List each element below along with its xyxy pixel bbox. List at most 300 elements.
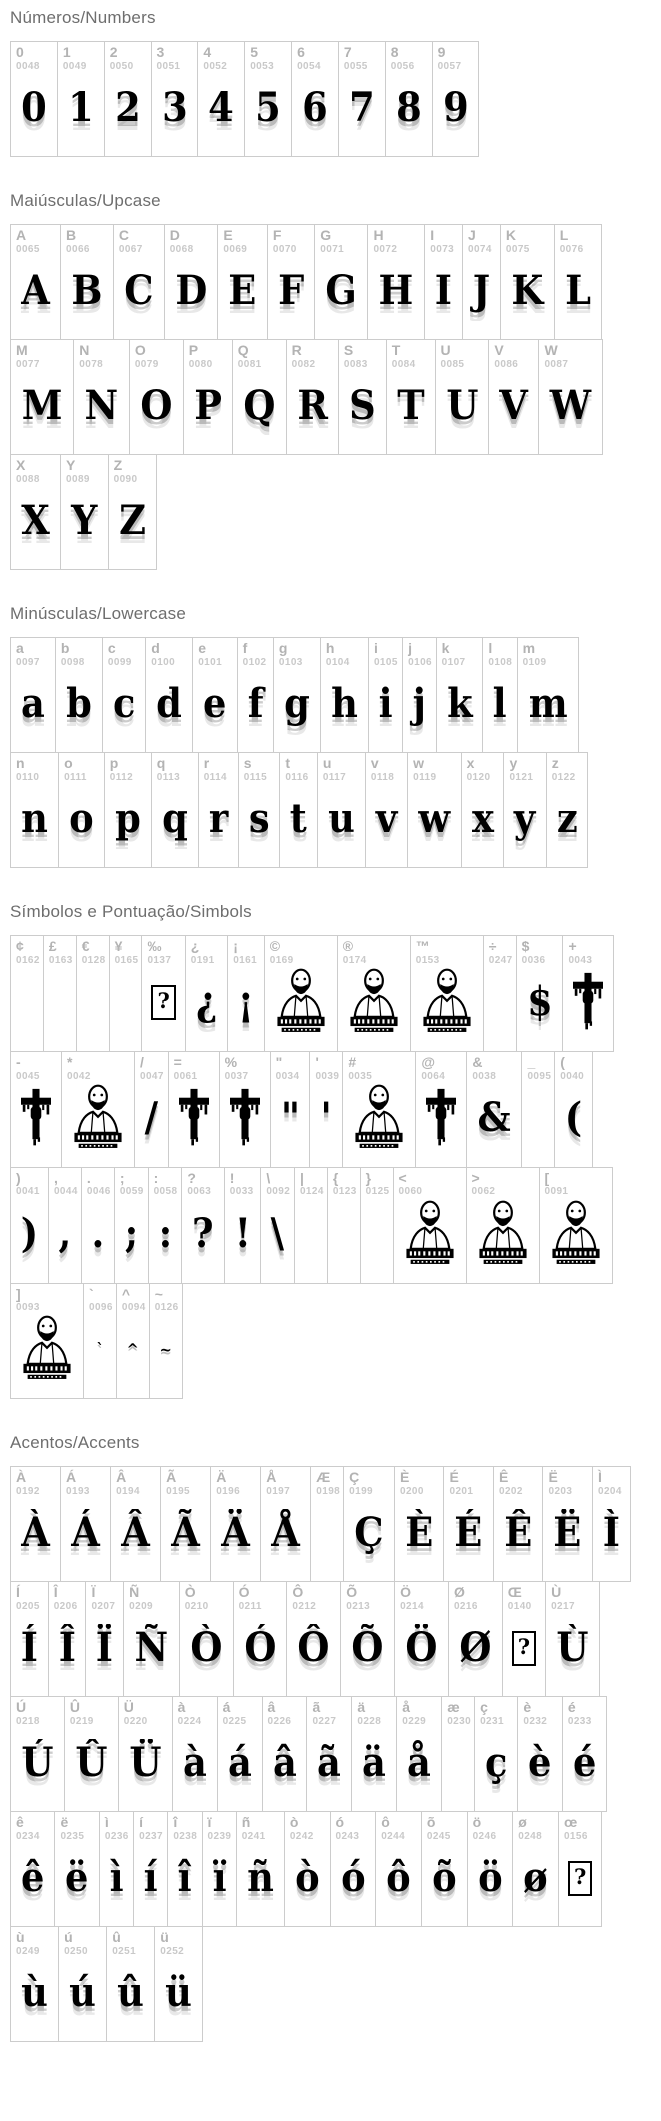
char-cell xyxy=(10,1926,59,2042)
char-cell xyxy=(421,1811,468,1927)
char-cell-header xyxy=(261,1467,310,1497)
char-cell-header xyxy=(152,42,198,72)
char-glyph: ó xyxy=(340,1854,366,1902)
unicode-code-label: 0162 xyxy=(16,954,40,966)
unicode-code-label: 0212 xyxy=(292,1601,317,1613)
char-label: v xyxy=(370,755,379,771)
char-label: ] xyxy=(16,1285,21,1302)
char-glyph: R xyxy=(296,381,328,429)
glyph-area xyxy=(59,783,104,867)
char-cell xyxy=(386,339,436,455)
glyph-area xyxy=(394,1198,466,1283)
char-cell-header xyxy=(425,225,462,255)
char-cell-header xyxy=(103,638,145,668)
char-label: z xyxy=(551,755,559,771)
char-cell-header xyxy=(211,1467,260,1497)
char-glyph: b xyxy=(66,679,92,727)
char-cell-header xyxy=(522,1052,554,1082)
unicode-code-label: 0163 xyxy=(48,954,73,966)
glyph-area xyxy=(11,966,43,1051)
char-label: G xyxy=(320,227,332,243)
unicode-code-label: 0169 xyxy=(269,954,294,966)
char-label: ' xyxy=(315,1053,319,1070)
unicode-code-label: 0195 xyxy=(166,1486,190,1498)
unicode-code-label: 0207 xyxy=(91,1601,116,1613)
char-label: I xyxy=(430,227,435,243)
char-cell-header xyxy=(11,455,60,485)
char-cell xyxy=(48,1581,87,1697)
char-glyph: 0 xyxy=(21,83,47,131)
char-cell xyxy=(202,1811,237,1927)
unicode-code-label: 0228 xyxy=(357,1716,382,1728)
glyph-area xyxy=(161,1497,210,1581)
char-glyph: V xyxy=(499,381,529,429)
char-glyph: E xyxy=(228,266,257,314)
unicode-code-label: 0210 xyxy=(184,1601,209,1613)
unicode-code-label: 0100 xyxy=(151,656,176,668)
char-cell xyxy=(10,752,59,868)
unicode-code-label: 0110 xyxy=(16,771,40,783)
char-cell-header xyxy=(198,42,244,72)
char-glyph: ë xyxy=(65,1854,89,1902)
char-glyph: & xyxy=(477,1094,511,1142)
unicode-code-label: 0073 xyxy=(430,243,455,255)
char-cell xyxy=(402,637,436,753)
unicode-code-label: 0061 xyxy=(173,1070,198,1082)
unicode-code-label: 0092 xyxy=(266,1186,291,1198)
char-cell xyxy=(393,1167,467,1284)
glyph-area xyxy=(49,1198,81,1283)
zombie-figure-icon xyxy=(20,1315,74,1384)
char-cell xyxy=(310,1466,344,1582)
char-cell-header xyxy=(169,1052,219,1082)
char-cell-header xyxy=(463,225,500,255)
char-glyph: Ì xyxy=(602,1509,620,1557)
glyph-area xyxy=(100,1842,133,1926)
unicode-code-label: 0077 xyxy=(16,358,40,370)
char-cell-header xyxy=(292,42,338,72)
char-cell xyxy=(58,752,105,868)
crucifix-icon xyxy=(20,1088,52,1148)
glyph-area xyxy=(311,1497,343,1581)
char-glyph: ü xyxy=(165,1969,193,2017)
char-cell-header xyxy=(352,1697,396,1727)
glyph-area xyxy=(261,1497,310,1581)
char-glyph: L xyxy=(564,266,591,314)
char-cell xyxy=(306,1696,352,1812)
unicode-code-label: 0119 xyxy=(413,771,437,783)
char-glyph: ô xyxy=(386,1854,411,1902)
char-cell-header xyxy=(245,42,291,72)
unicode-code-label: 0108 xyxy=(488,656,513,668)
char-glyph: 7 xyxy=(349,83,375,131)
char-cell xyxy=(291,41,339,157)
glyph-area xyxy=(483,668,516,752)
char-cell-header xyxy=(100,1812,133,1842)
unicode-code-label: 0090 xyxy=(113,473,138,485)
glyph-area xyxy=(58,72,104,156)
char-cell-header xyxy=(44,936,76,966)
char-glyph: l xyxy=(492,679,507,727)
char-cell-header xyxy=(547,753,588,783)
unicode-code-label: 0236 xyxy=(104,1831,129,1843)
char-glyph: é xyxy=(572,1739,597,1787)
char-cell-header xyxy=(285,1812,330,1842)
glyph-area xyxy=(211,1497,260,1581)
zombie-figure-icon xyxy=(549,1200,603,1269)
char-label: ö xyxy=(472,1814,482,1831)
char-glyph: k xyxy=(446,679,473,727)
char-cell-header xyxy=(77,936,109,966)
char-row xyxy=(10,339,603,455)
glyph-area xyxy=(239,783,280,867)
char-label: Ï xyxy=(91,1584,96,1601)
char-label: 4 xyxy=(203,44,212,60)
char-cell xyxy=(435,339,490,455)
unicode-code-label: 0198 xyxy=(316,1486,341,1498)
unicode-code-label: 0249 xyxy=(16,1946,40,1958)
char-cell-header xyxy=(449,1582,502,1612)
unicode-code-label: 0137 xyxy=(147,954,172,966)
char-cell xyxy=(343,1466,395,1582)
char-glyph: Q xyxy=(243,381,276,429)
glyph-area xyxy=(268,255,314,339)
glyph-area xyxy=(484,966,516,1051)
char-cell-header xyxy=(155,1927,202,1957)
char-cell xyxy=(394,1581,449,1697)
char-label: ? xyxy=(187,1169,196,1186)
char-label: Ù xyxy=(551,1584,562,1601)
unicode-code-label: 0194 xyxy=(116,1486,140,1498)
unicode-code-label: 0252 xyxy=(160,1946,185,1958)
char-label: i xyxy=(373,640,378,656)
char-label: å xyxy=(402,1699,411,1716)
char-label: ` xyxy=(89,1285,94,1302)
char-cell-header xyxy=(11,1467,60,1497)
glyph-area xyxy=(422,1842,467,1926)
char-label: b xyxy=(60,640,70,656)
char-glyph: ( xyxy=(565,1094,583,1142)
glyph-area xyxy=(403,668,435,752)
section-uppercase xyxy=(10,191,651,570)
char-glyph: ~ xyxy=(159,1339,172,1359)
char-cell xyxy=(197,41,245,157)
unicode-code-label: 0042 xyxy=(67,1070,91,1082)
char-cell-header xyxy=(105,42,151,72)
char-cell-header xyxy=(442,1697,474,1727)
char-glyph: Â xyxy=(121,1509,150,1557)
char-cell xyxy=(554,224,602,340)
char-cell-header xyxy=(287,340,338,370)
char-glyph: \ xyxy=(270,1210,285,1258)
unicode-code-label: 0200 xyxy=(399,1486,424,1498)
unicode-code-label: 0229 xyxy=(402,1716,427,1728)
char-label: Ä xyxy=(216,1469,227,1486)
char-cell xyxy=(396,1696,442,1812)
glyph-area xyxy=(105,72,151,156)
char-cell xyxy=(264,935,338,1052)
glyph-area xyxy=(103,668,145,752)
char-cell xyxy=(436,637,484,753)
char-glyph: 6 xyxy=(302,83,328,131)
unicode-code-label: 0059 xyxy=(119,1186,144,1198)
glyph-area xyxy=(397,1727,441,1811)
glyph-area xyxy=(494,1497,543,1581)
zombie-figure-icon xyxy=(420,968,474,1037)
unicode-code-label: 0087 xyxy=(544,358,569,370)
char-label: l xyxy=(488,640,493,656)
glyph-area xyxy=(489,370,538,454)
char-label: ; xyxy=(119,1169,125,1186)
glyph-area xyxy=(107,1957,154,2041)
char-cell-header xyxy=(142,936,184,966)
char-label: 9 xyxy=(437,44,446,60)
char-glyph: t xyxy=(290,794,308,842)
char-cell xyxy=(116,1283,150,1400)
char-label: : xyxy=(153,1169,159,1186)
char-cell-header xyxy=(233,340,286,370)
unicode-code-label: 0062 xyxy=(471,1186,496,1198)
char-cell xyxy=(10,1811,55,1927)
unicode-code-label: 0095 xyxy=(527,1070,552,1082)
crucifix-icon xyxy=(572,972,604,1032)
char-cell-header xyxy=(105,753,151,783)
char-glyph: u xyxy=(327,794,355,842)
char-cell-header xyxy=(74,340,129,370)
glyph-area xyxy=(49,1612,86,1696)
char-cell-header xyxy=(555,1052,592,1082)
char-cell xyxy=(110,1466,161,1582)
crucifix-icon xyxy=(229,1088,261,1148)
char-label: D xyxy=(169,227,180,243)
char-label: Á xyxy=(66,1469,77,1486)
char-cell xyxy=(149,1283,183,1400)
unicode-code-label: 0123 xyxy=(332,1186,357,1198)
char-glyph: Ê xyxy=(504,1509,533,1557)
glyph-area xyxy=(228,966,264,1051)
glyph-area xyxy=(449,1612,502,1696)
char-glyph: c xyxy=(112,679,136,727)
char-cell-header xyxy=(518,638,578,668)
char-cell xyxy=(385,41,433,157)
char-cell xyxy=(99,1811,134,1927)
char-glyph: Ó xyxy=(243,1624,277,1672)
glyph-area xyxy=(292,72,338,156)
char-cell-header xyxy=(369,638,402,668)
char-cell xyxy=(61,1051,135,1168)
char-label: î xyxy=(173,1814,178,1831)
unicode-code-label: 0109 xyxy=(522,656,547,668)
glyph-area xyxy=(203,1842,236,1926)
char-cell-header xyxy=(546,1582,599,1612)
char-cell xyxy=(81,1167,115,1284)
char-cell xyxy=(192,637,237,753)
unicode-code-label: 0063 xyxy=(187,1186,212,1198)
char-label: Ê xyxy=(498,1469,509,1486)
unicode-code-label: 0251 xyxy=(112,1946,137,1958)
unicode-code-label: 0153 xyxy=(415,954,440,966)
char-cell-header xyxy=(86,1582,123,1612)
char-cell xyxy=(236,1811,285,1927)
char-label: ( xyxy=(560,1053,565,1070)
char-glyph: Ñ xyxy=(134,1624,169,1672)
char-label: ¢ xyxy=(16,938,24,954)
char-glyph: ú xyxy=(69,1969,97,2017)
char-cell-header xyxy=(555,225,601,255)
char-cell-header xyxy=(395,1467,444,1497)
char-label: ¥ xyxy=(114,938,123,954)
char-cell-header xyxy=(376,1812,421,1842)
glyph-area xyxy=(265,966,337,1051)
char-label: K xyxy=(505,227,517,243)
char-label: * xyxy=(67,1053,73,1070)
glyph-area xyxy=(315,255,367,339)
unicode-code-label: 0115 xyxy=(243,771,268,783)
glyph-area xyxy=(437,668,483,752)
section-title: Acentos/Accents xyxy=(10,1433,140,1453)
char-glyph: ¡ xyxy=(237,978,255,1026)
char-cell xyxy=(441,1696,475,1812)
char-glyph: A xyxy=(21,266,50,314)
glyph-area xyxy=(193,668,236,752)
glyph-area xyxy=(55,1842,98,1926)
char-label: À xyxy=(16,1469,27,1486)
unicode-code-label: 0156 xyxy=(563,1831,588,1843)
char-cell xyxy=(337,935,411,1052)
char-glyph: Á xyxy=(71,1509,100,1557)
char-cell-header xyxy=(61,225,113,255)
char-cell-header xyxy=(11,753,58,783)
char-cell xyxy=(394,1466,445,1582)
char-label: Ö xyxy=(400,1584,411,1601)
char-glyph: X xyxy=(21,496,50,544)
char-cell xyxy=(327,1167,361,1284)
glyph-area xyxy=(82,1198,114,1283)
char-glyph: ø xyxy=(523,1854,548,1902)
char-label: ! xyxy=(229,1169,235,1186)
char-cell xyxy=(108,454,157,570)
unicode-code-label: 0227 xyxy=(312,1716,337,1728)
char-cell-header xyxy=(467,1052,521,1082)
char-label: / xyxy=(140,1053,144,1070)
unicode-code-label: 0161 xyxy=(233,954,258,966)
char-cell-header xyxy=(134,1812,167,1842)
char-cell xyxy=(462,224,501,340)
unicode-code-label: 0096 xyxy=(89,1302,113,1314)
char-label: ï xyxy=(207,1814,212,1831)
char-cell-header xyxy=(436,340,489,370)
unicode-code-label: 0047 xyxy=(140,1070,164,1082)
char-glyph: Ä xyxy=(221,1509,250,1557)
char-cell xyxy=(260,1466,311,1582)
unicode-code-label: 0191 xyxy=(190,954,215,966)
char-label: ^ xyxy=(121,1285,131,1302)
char-glyph: Í xyxy=(20,1624,38,1672)
char-label: a xyxy=(16,640,24,656)
unicode-code-label: 0103 xyxy=(278,656,303,668)
unicode-code-label: 0216 xyxy=(453,1601,478,1613)
char-label: Ñ xyxy=(129,1584,140,1601)
char-label: \ xyxy=(266,1169,271,1186)
char-glyph: â xyxy=(272,1739,297,1787)
char-cell xyxy=(113,224,165,340)
char-cell-header xyxy=(475,1697,517,1727)
char-row xyxy=(10,1926,203,2042)
glyph-area xyxy=(318,783,365,867)
char-cell xyxy=(10,1051,62,1168)
unicode-code-label: 0053 xyxy=(250,60,275,72)
zombie-figure-icon xyxy=(403,1200,457,1269)
glyph-area xyxy=(517,966,563,1051)
char-cell xyxy=(55,637,103,753)
glyph-area xyxy=(341,1612,394,1696)
glyph-area xyxy=(444,1497,493,1581)
char-glyph: ò xyxy=(294,1854,320,1902)
char-glyph: H xyxy=(378,266,414,314)
zombie-figure-icon xyxy=(274,968,328,1037)
glyph-area xyxy=(245,72,291,156)
glyph-area xyxy=(165,255,218,339)
char-label: œ xyxy=(563,1814,578,1831)
char-label: Â xyxy=(116,1469,127,1486)
unicode-code-label: 0065 xyxy=(16,243,40,255)
glyph-area xyxy=(62,1082,134,1167)
unicode-code-label: 0054 xyxy=(297,60,321,72)
unicode-code-label: 0117 xyxy=(322,771,347,783)
glyph-area xyxy=(287,370,338,454)
char-cell-header xyxy=(82,1168,114,1198)
char-cell xyxy=(160,1466,211,1582)
char-cell xyxy=(342,1051,416,1168)
char-cell xyxy=(145,637,193,753)
char-cell xyxy=(123,1581,180,1697)
char-glyph: W xyxy=(550,381,592,429)
char-glyph: Y xyxy=(71,496,98,544)
glyph-area xyxy=(182,1198,223,1283)
char-cell xyxy=(134,1051,169,1168)
char-glyph: O xyxy=(140,381,173,429)
missing-glyph-icon: ? xyxy=(151,985,175,1019)
zombie-figure-icon xyxy=(71,1084,125,1153)
char-glyph: û xyxy=(117,1969,145,2017)
char-cell xyxy=(10,339,74,455)
unicode-code-label: 0192 xyxy=(16,1486,40,1498)
char-row xyxy=(10,752,588,868)
char-label: } xyxy=(365,1169,372,1186)
char-cell-header xyxy=(11,1812,54,1842)
section-numbers xyxy=(10,8,651,157)
char-glyph: 5 xyxy=(255,83,281,131)
char-label: d xyxy=(151,640,160,656)
char-cell-header xyxy=(433,42,479,72)
char-cell xyxy=(227,935,265,1052)
char-glyph: s xyxy=(248,794,270,842)
char-label: 2 xyxy=(109,44,118,60)
char-cell-header xyxy=(11,225,60,255)
unicode-code-label: 0233 xyxy=(567,1716,592,1728)
glyph-area xyxy=(152,72,198,156)
char-cell xyxy=(367,224,425,340)
unicode-code-label: 0064 xyxy=(421,1070,446,1082)
char-glyph: Ú xyxy=(21,1739,54,1787)
char-glyph: h xyxy=(331,679,358,727)
glyph-area xyxy=(436,370,489,454)
unicode-code-label: 0033 xyxy=(229,1186,254,1198)
char-label: Ì xyxy=(597,1469,602,1486)
char-cell xyxy=(10,1696,65,1812)
char-cell-header xyxy=(504,753,545,783)
char-cell xyxy=(314,224,368,340)
